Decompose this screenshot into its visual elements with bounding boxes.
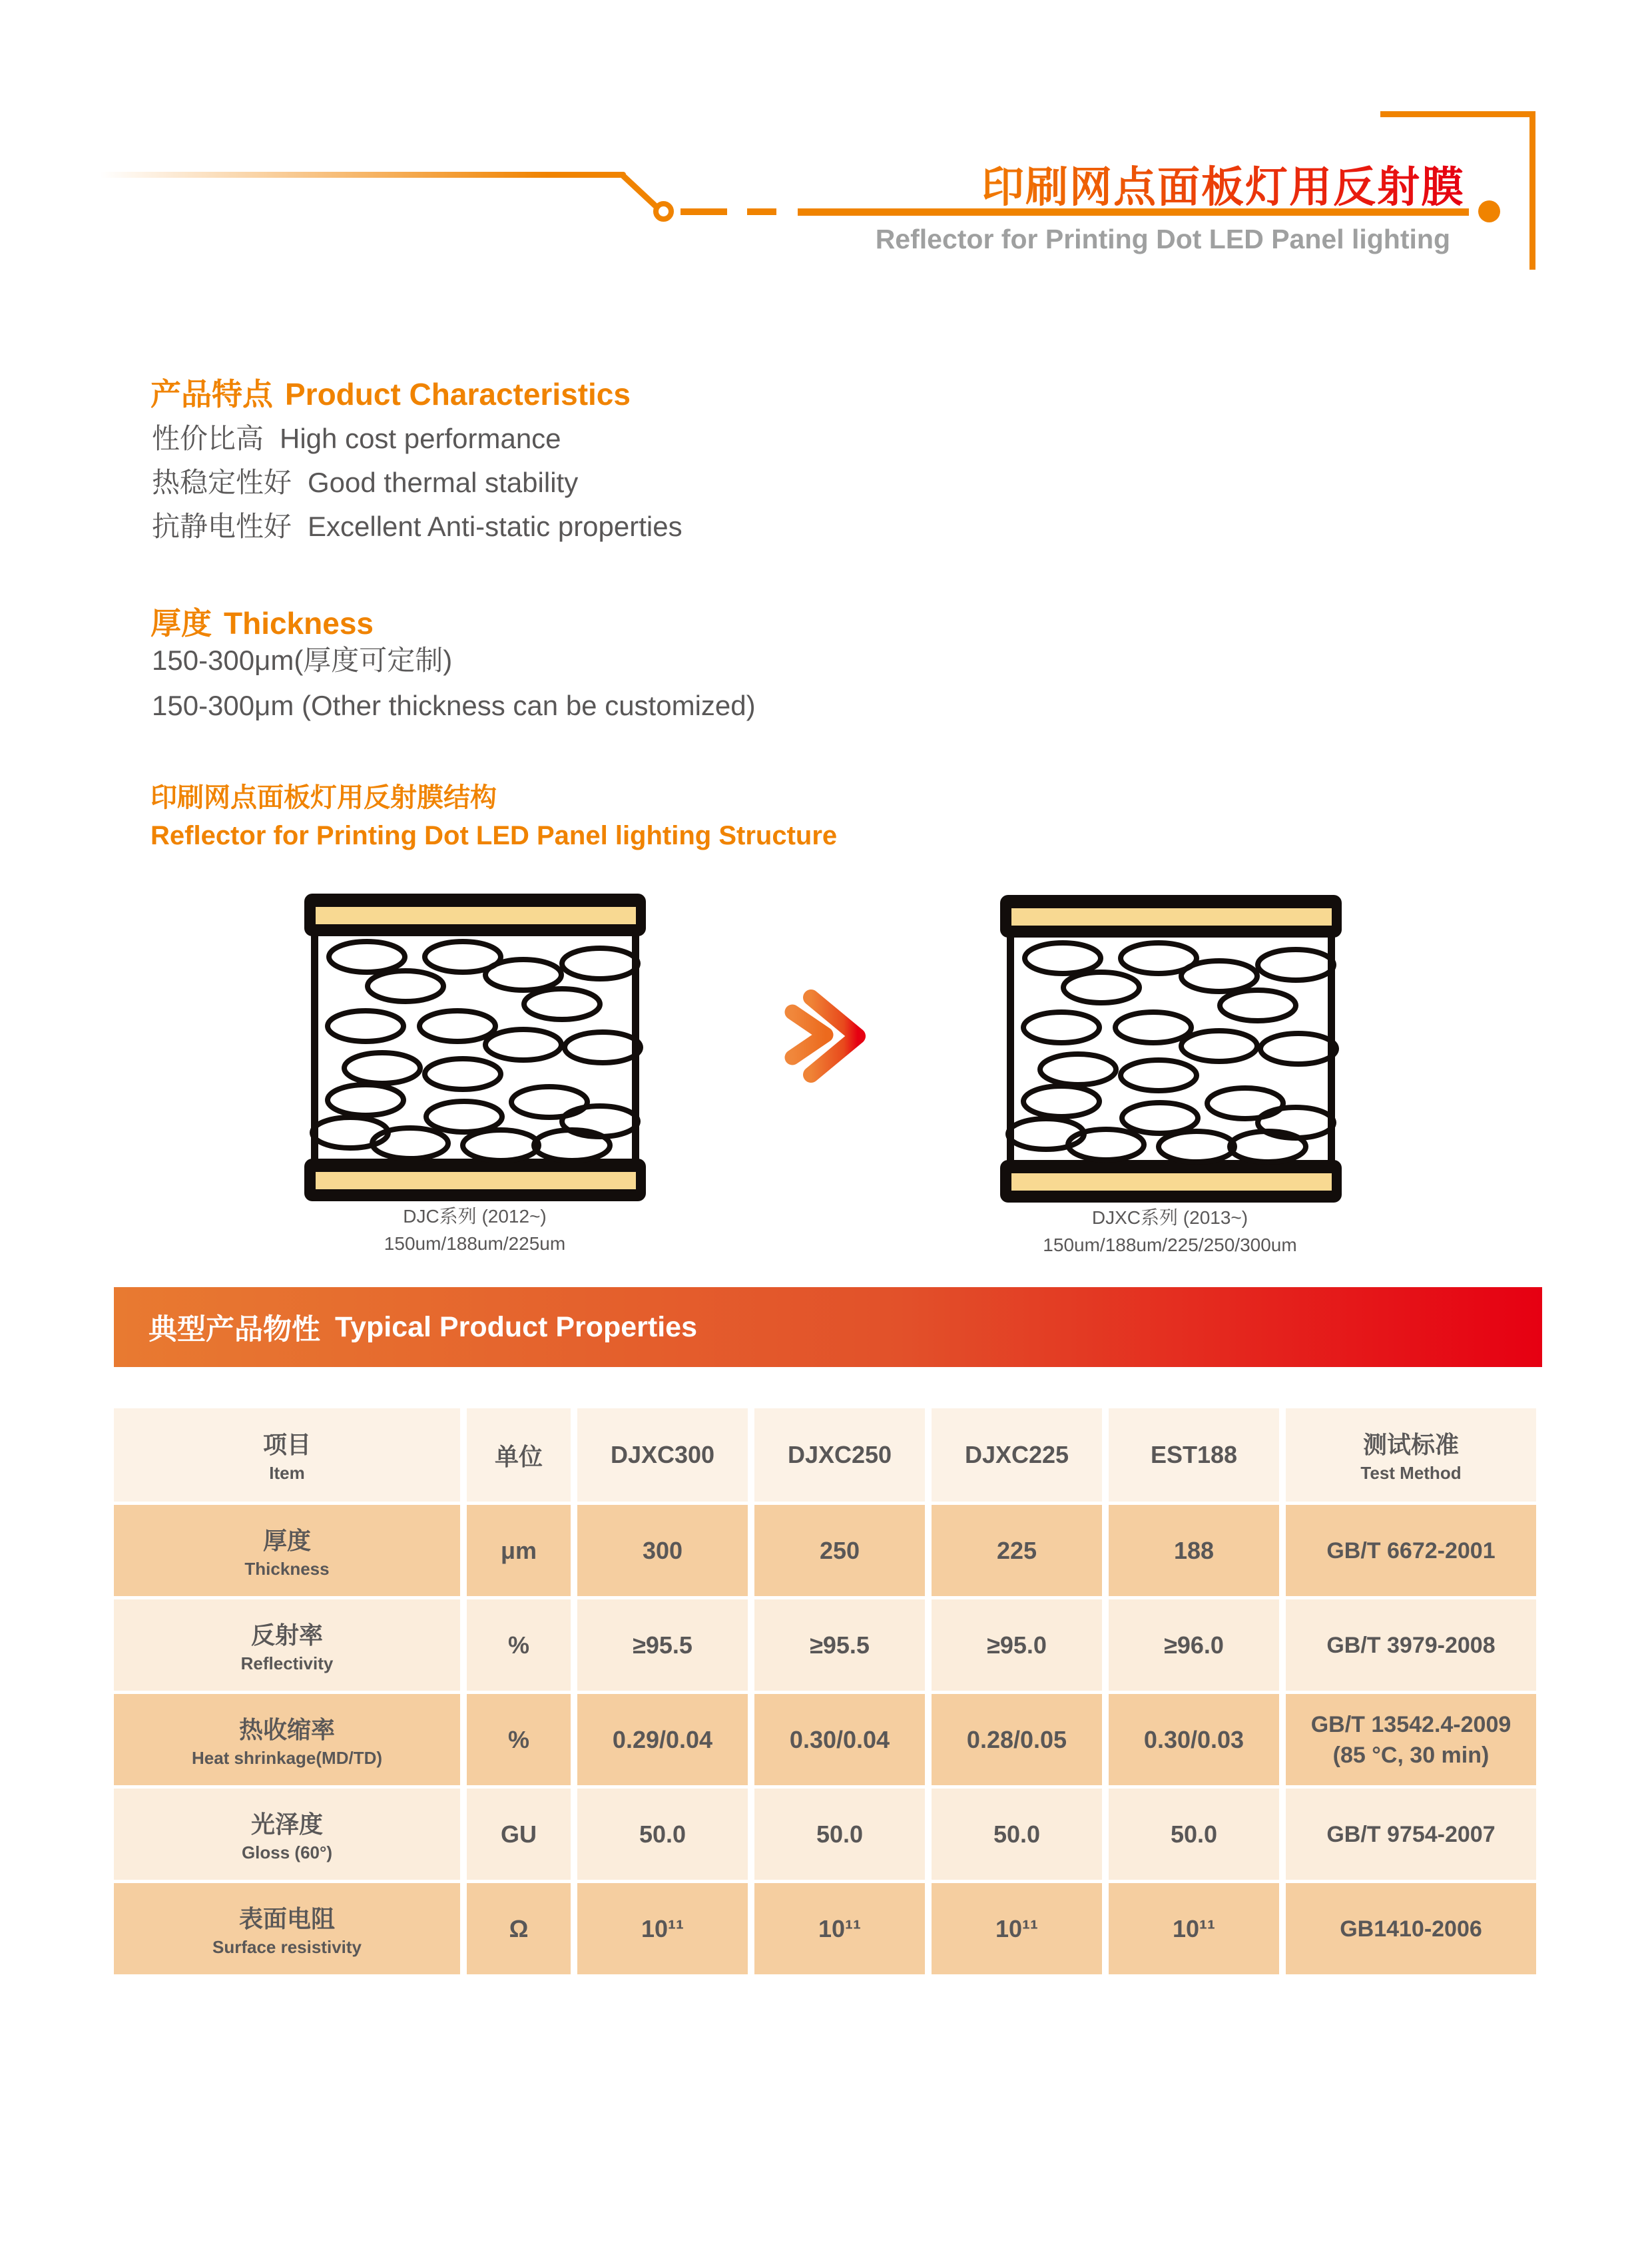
- unit-value: GU: [501, 1820, 537, 1848]
- properties-banner-cn: 典型产品物性: [148, 1313, 320, 1346]
- cell-value: [754, 1694, 925, 1785]
- header-corner-vertical-line: [1529, 111, 1535, 270]
- cell-method: [1286, 1694, 1536, 1785]
- cell-value: [577, 1599, 748, 1691]
- header-method-en: Test Method: [1360, 1463, 1462, 1483]
- cell-value: [754, 1599, 925, 1691]
- method-line: GB/T 13542.4-2009: [1310, 1711, 1512, 1737]
- title-underline-dot-icon: [1478, 200, 1500, 222]
- cell-value: [754, 1883, 925, 1974]
- value: 0.30/0.03: [1143, 1725, 1244, 1753]
- thickness-line: 150-300μm (Other thickness can be customized): [152, 690, 756, 721]
- cell-method: [1286, 1505, 1536, 1596]
- value: 0.30/0.04: [789, 1725, 890, 1753]
- unit-value: Ω: [509, 1914, 529, 1942]
- value: ≥95.5: [633, 1631, 692, 1659]
- unit-value: %: [507, 1725, 529, 1753]
- header-diagonal-line: [619, 172, 661, 210]
- header-cell-djxc250: [754, 1408, 925, 1502]
- page-subtitle: Reflector for Printing Dot LED Panel lighting: [875, 224, 1450, 254]
- thickness-line: 150-300μm(厚度可定制): [152, 645, 453, 676]
- header-cell-djxc225: [932, 1408, 1102, 1502]
- properties-table: [114, 1408, 1536, 1974]
- cell-value: [754, 1789, 925, 1880]
- value: 50.0: [816, 1820, 864, 1848]
- cell-unit: [467, 1505, 571, 1596]
- characteristics-heading: [150, 370, 631, 414]
- structure-heading-cn: 印刷网点面板灯用反射膜结构: [150, 783, 497, 812]
- properties-banner-en: Typical Product Properties: [335, 1310, 698, 1343]
- item-en: Heat shrinkage(MD/TD): [191, 1747, 383, 1768]
- header-cell-unit: [467, 1408, 571, 1502]
- value: ≥95.5: [810, 1631, 870, 1659]
- diagram-caption-series: DJXC系列 (2013~): [1091, 1207, 1248, 1228]
- value: 50.0: [1170, 1820, 1218, 1848]
- item-en: Gloss (60°): [241, 1842, 333, 1862]
- unit-value: %: [507, 1631, 529, 1659]
- diagram-caption-djxc: [970, 1204, 1370, 1259]
- cell-value: [577, 1694, 748, 1785]
- header-cell-est188: [1109, 1408, 1279, 1502]
- cell-method: [1286, 1789, 1536, 1880]
- header-product-name: DJXC225: [964, 1441, 1069, 1468]
- characteristic-item: [152, 417, 683, 461]
- cell-value: [932, 1789, 1102, 1880]
- value: 10¹¹: [995, 1914, 1039, 1942]
- value: 250: [819, 1536, 860, 1564]
- cell-unit: [467, 1599, 571, 1691]
- characteristic-item: [152, 461, 683, 505]
- item-cn: 厚度: [262, 1526, 311, 1554]
- cell-method: [1286, 1599, 1536, 1691]
- characteristics-heading-cn: 产品特点: [150, 377, 273, 412]
- item-cn: 反射率: [250, 1621, 323, 1649]
- cell-item: [114, 1599, 460, 1691]
- cell-value: [577, 1883, 748, 1974]
- properties-banner: [114, 1287, 1542, 1367]
- diagram-caption-thickness: 150um/188um/225/250/300um: [1043, 1235, 1297, 1255]
- value: 0.29/0.04: [612, 1725, 713, 1753]
- cell-value: [932, 1883, 1102, 1974]
- thickness-lines: [152, 638, 756, 728]
- structure-heading-en: Reflector for Printing Dot LED Panel lighting Structure: [150, 821, 838, 850]
- characteristic-cn: 性价比高: [152, 423, 264, 454]
- value: 10¹¹: [641, 1914, 685, 1942]
- cell-value: [932, 1505, 1102, 1596]
- value: 50.0: [993, 1820, 1041, 1848]
- characteristic-en: Good thermal stability: [308, 467, 579, 498]
- header-method-cn: 测试标准: [1362, 1431, 1459, 1458]
- cell-item: [114, 1883, 460, 1974]
- characteristic-en: Excellent Anti-static properties: [308, 511, 683, 542]
- header-cell-item: [114, 1408, 460, 1502]
- item-cn: 热收缩率: [238, 1715, 335, 1743]
- item-en: Thickness: [244, 1558, 330, 1579]
- value: ≥96.0: [1164, 1631, 1224, 1659]
- value: 10¹¹: [1172, 1914, 1216, 1942]
- cell-method: [1286, 1883, 1536, 1974]
- header-circle-outline-icon: [653, 201, 674, 222]
- value: 225: [996, 1536, 1037, 1564]
- cell-value: [1109, 1789, 1279, 1880]
- header-corner-top-line: [1380, 111, 1535, 117]
- thickness-heading-en: Thickness: [224, 606, 374, 641]
- unit-value: μm: [500, 1536, 537, 1564]
- header-item-cn: 项目: [262, 1431, 311, 1458]
- characteristic-cn: 热稳定性好: [152, 467, 292, 498]
- structure-heading: [150, 779, 837, 855]
- item-en: Reflectivity: [240, 1653, 334, 1673]
- item-cn: 光泽度: [250, 1810, 323, 1838]
- value: 188: [1173, 1536, 1215, 1564]
- structure-diagram-djxc: [1000, 895, 1342, 1203]
- cell-unit: [467, 1883, 571, 1974]
- reflector-layer-diagram: [1000, 895, 1342, 1203]
- header-product-name: DJXC250: [787, 1441, 892, 1468]
- item-cn: 表面电阻: [238, 1904, 335, 1932]
- characteristic-cn: 抗静电性好: [152, 511, 292, 542]
- characteristic-item: [152, 505, 683, 549]
- method-line: GB/T 6672-2001: [1326, 1538, 1496, 1563]
- value: 300: [642, 1536, 683, 1564]
- cell-value: [1109, 1599, 1279, 1691]
- cell-value: [932, 1694, 1102, 1785]
- method-line: GB/T 3979-2008: [1326, 1632, 1496, 1658]
- cell-unit: [467, 1789, 571, 1880]
- characteristics-list: [152, 417, 683, 549]
- characteristic-en: High cost performance: [280, 423, 561, 454]
- header-cell-djxc300: [577, 1408, 748, 1502]
- value: 0.28/0.05: [966, 1725, 1067, 1753]
- cell-item: [114, 1505, 460, 1596]
- page-title: 印刷网点面板灯用反射膜: [719, 153, 1465, 214]
- thickness-heading-cn: 厚度: [150, 606, 212, 641]
- item-en: Surface resistivity: [212, 1936, 362, 1957]
- structure-diagram-djc: [304, 894, 646, 1201]
- diagram-caption-thickness: 150um/188um/225um: [384, 1233, 566, 1254]
- header-item-en: Item: [269, 1463, 305, 1483]
- diagram-caption-series: DJC系列 (2012~): [403, 1206, 547, 1227]
- reflector-layer-diagram: [304, 894, 646, 1201]
- value: 10¹¹: [818, 1914, 862, 1942]
- header-fade-line: [100, 172, 626, 178]
- header-product-name: EST188: [1150, 1441, 1238, 1468]
- cell-item: [114, 1694, 460, 1785]
- transition-chevron-icon: [784, 992, 871, 1081]
- cell-value: [577, 1789, 748, 1880]
- double-chevron-right-icon: [784, 992, 871, 1081]
- cell-value: [1109, 1883, 1279, 1974]
- diagram-caption-djc: [275, 1203, 675, 1257]
- method-line: GB/T 9754-2007: [1326, 1821, 1496, 1847]
- cell-value: [1109, 1694, 1279, 1785]
- cell-value: [754, 1505, 925, 1596]
- header-cell-test-method: [1286, 1408, 1536, 1502]
- method-line: GB1410-2006: [1340, 1916, 1482, 1942]
- method-line: (85 °C, 30 min): [1332, 1742, 1490, 1768]
- value: 50.0: [639, 1820, 687, 1848]
- cell-value: [1109, 1505, 1279, 1596]
- cell-value: [932, 1599, 1102, 1691]
- thickness-heading: [150, 599, 374, 643]
- cell-unit: [467, 1694, 571, 1785]
- cell-value: [577, 1505, 748, 1596]
- cell-item: [114, 1789, 460, 1880]
- header-product-name: DJXC300: [610, 1441, 715, 1468]
- value: ≥95.0: [987, 1631, 1047, 1659]
- characteristics-heading-en: Product Characteristics: [285, 377, 631, 412]
- header-unit-cn: 单位: [494, 1442, 543, 1470]
